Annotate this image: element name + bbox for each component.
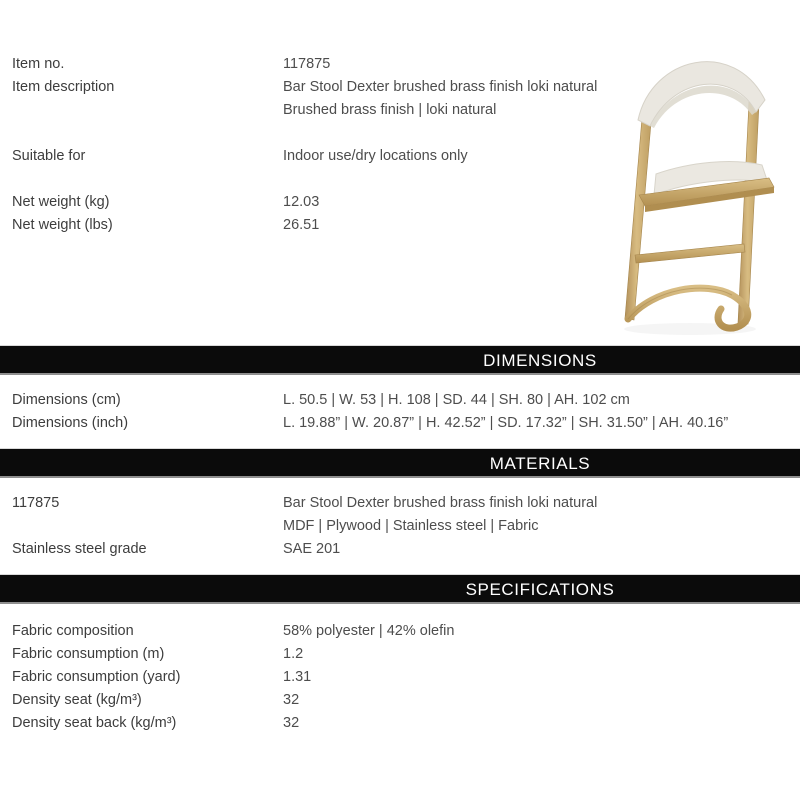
materials-row-item bbox=[12, 492, 800, 515]
row-value: 117875 bbox=[283, 56, 331, 72]
materials-section bbox=[0, 478, 800, 561]
row-label: Net weight (kg) bbox=[12, 194, 110, 210]
section-title: SPECIFICATIONS bbox=[465, 580, 615, 599]
row-label: Dimensions (cm) bbox=[12, 392, 121, 408]
row-label: Net weight (lbs) bbox=[12, 217, 113, 233]
dimensions-row-inch bbox=[12, 412, 800, 435]
row-label: Density seat (kg/m³) bbox=[12, 692, 142, 708]
section-title: MATERIALS bbox=[489, 454, 591, 473]
spec-row-fabric-composition bbox=[12, 620, 800, 643]
row-value: 32 bbox=[283, 692, 300, 708]
stool-left-leg bbox=[625, 118, 651, 320]
row-label: Stainless steel grade bbox=[12, 541, 147, 557]
bar-stool-illustration bbox=[618, 48, 790, 338]
row-value: MDF | Plywood | Stainless steel | Fabric bbox=[283, 518, 539, 534]
row-value: Bar Stool Dexter brushed brass finish loki natural bbox=[283, 79, 598, 95]
row-value: 58% polyester | 42% olefin bbox=[283, 623, 455, 639]
row-value: SAE 201 bbox=[283, 541, 341, 557]
row-label: Suitable for bbox=[12, 148, 86, 164]
specifications-section bbox=[0, 604, 800, 735]
dimensions-section bbox=[0, 375, 800, 435]
row-value: Bar Stool Dexter brushed brass finish loki natural bbox=[283, 495, 598, 511]
row-value: 1.31 bbox=[283, 669, 312, 685]
row-value: Brushed brass finish | loki natural bbox=[283, 102, 497, 118]
spec-row-density-seat-back bbox=[12, 712, 800, 735]
row-value: 32 bbox=[283, 715, 300, 731]
row-value: 12.03 bbox=[283, 194, 320, 210]
stool-footrest bbox=[635, 244, 745, 263]
row-value: 1.2 bbox=[283, 646, 304, 662]
row-label: Dimensions (inch) bbox=[12, 415, 129, 431]
row-value: 26.51 bbox=[283, 217, 320, 233]
row-value: Indoor use/dry locations only bbox=[283, 148, 468, 164]
row-label bbox=[12, 515, 283, 538]
section-header-specifications bbox=[0, 574, 800, 604]
row-label: Fabric consumption (m) bbox=[12, 646, 165, 662]
bar-stool-photo bbox=[618, 48, 790, 338]
materials-row-steel-grade bbox=[12, 538, 800, 561]
row-label: Density seat back (kg/m³) bbox=[12, 715, 177, 731]
dimensions-row-cm bbox=[12, 389, 800, 412]
spec-row-fabric-consumption-yard bbox=[12, 666, 800, 689]
row-label bbox=[12, 99, 283, 122]
row-label: Fabric consumption (yard) bbox=[12, 669, 181, 685]
materials-row-composition bbox=[12, 515, 800, 538]
row-label: 117875 bbox=[12, 495, 60, 511]
spec-row-fabric-consumption-m bbox=[12, 643, 800, 666]
section-title: DIMENSIONS bbox=[483, 351, 597, 370]
spec-row-density-seat bbox=[12, 689, 800, 712]
section-header-materials bbox=[0, 448, 800, 478]
row-label: Item no. bbox=[12, 56, 65, 72]
row-value: L. 50.5 | W. 53 | H. 108 | SD. 44 | SH. 80 | AH. 102 cm bbox=[283, 392, 630, 408]
row-label: Fabric composition bbox=[12, 623, 134, 639]
section-header-dimensions bbox=[0, 345, 800, 375]
row-label: Item description bbox=[12, 79, 115, 95]
stool-right-leg bbox=[738, 102, 759, 324]
row-value: L. 19.88” | W. 20.87” | H. 42.52” | SD. 17.32” | SH. 31.50” | AH. 40.16” bbox=[283, 415, 729, 431]
